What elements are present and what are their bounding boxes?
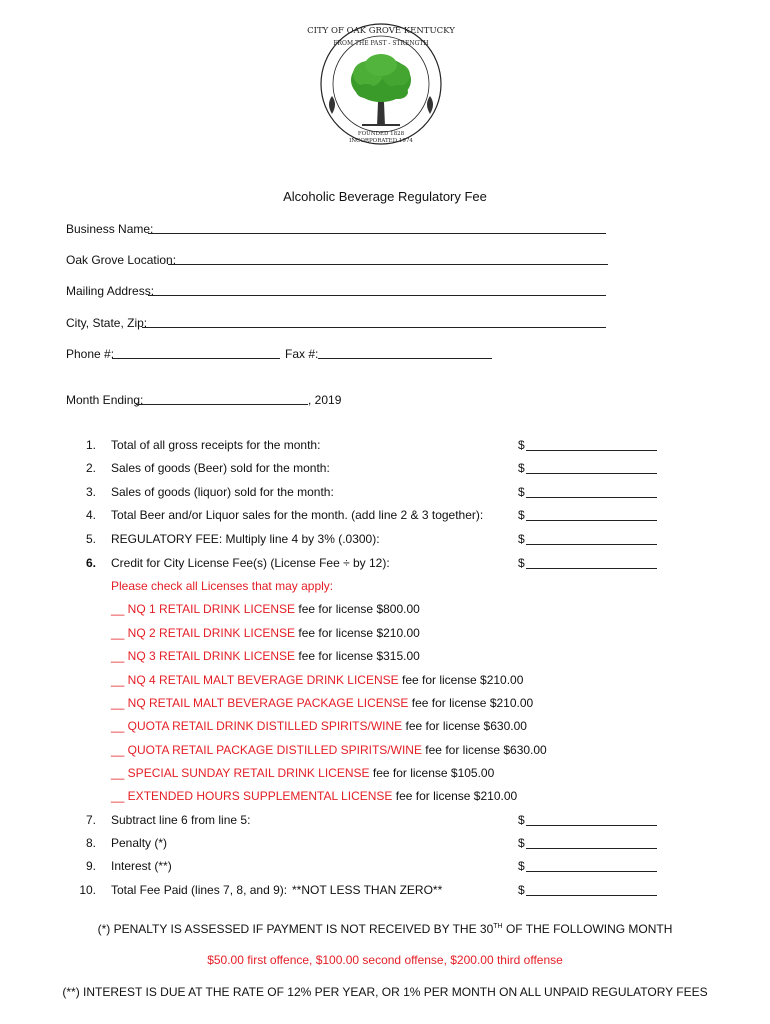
line-5-amount-field[interactable] bbox=[526, 544, 657, 545]
line-9-text: Interest (**) bbox=[111, 859, 172, 873]
dollar-sign: $ bbox=[518, 508, 525, 522]
line-1-amount-field[interactable] bbox=[526, 450, 657, 451]
license-name: __ NQ 2 RETAIL DRINK LICENSE bbox=[111, 626, 296, 640]
license-fee: fee for license $210.00 bbox=[295, 626, 420, 640]
penalty-notice bbox=[0, 922, 770, 936]
line-10-amount-field[interactable] bbox=[526, 895, 657, 896]
license-name: __ NQ 1 RETAIL DRINK LICENSE bbox=[111, 602, 296, 616]
line-7-text: Subtract line 6 from line 5: bbox=[111, 813, 251, 827]
seal-founded-text: FOUNDED 1828 bbox=[357, 131, 405, 137]
dollar-sign: $ bbox=[518, 532, 525, 546]
license-name: __ QUOTA RETAIL DRINK DISTILLED SPIRITS/WINE bbox=[111, 719, 403, 733]
line-4-text: Total Beer and/or Liquor sales for the month. (add line 2 & 3 together): bbox=[111, 508, 484, 522]
license-check-heading: Please check all Licenses that may apply: bbox=[111, 579, 334, 593]
license-name: __ SPECIAL SUNDAY RETAIL DRINK LICENSE bbox=[111, 766, 370, 780]
dollar-sign: $ bbox=[518, 485, 525, 499]
line-9-amount-field[interactable] bbox=[526, 871, 657, 872]
line-2-amount-field[interactable] bbox=[526, 473, 657, 474]
license-option[interactable] bbox=[111, 696, 533, 710]
interest-notice: (**) INTEREST IS DUE AT THE RATE OF 12% PER YEAR, OR 1% PER MONTH ON ALL UNPAID REGULATORY FEES bbox=[62, 985, 708, 999]
dollar-sign: $ bbox=[518, 859, 525, 873]
city-state-zip-field[interactable] bbox=[142, 327, 606, 328]
penalty-notice-sup: TH bbox=[493, 923, 503, 930]
line-7-amount-field[interactable] bbox=[526, 825, 657, 826]
line-1-text: Total of all gross receipts for the month: bbox=[111, 438, 321, 452]
seal-motto-text: FROM THE PAST - STRENGTH bbox=[333, 40, 429, 47]
location-field[interactable] bbox=[168, 264, 608, 265]
line-6-text: Credit for City License Fee(s) (License Fee ÷ by 12): bbox=[111, 556, 390, 570]
license-fee: fee for license $210.00 bbox=[408, 696, 534, 710]
license-option[interactable] bbox=[111, 626, 420, 640]
line-4-amount-field[interactable] bbox=[526, 520, 657, 521]
fax-field[interactable] bbox=[318, 358, 492, 359]
line-number: 5. bbox=[85, 532, 96, 546]
line-number: 1. bbox=[85, 438, 96, 452]
dollar-sign: $ bbox=[518, 883, 525, 897]
license-option[interactable] bbox=[111, 719, 527, 733]
license-fee: fee for license $630.00 bbox=[402, 719, 527, 733]
license-name: __ NQ RETAIL MALT BEVERAGE PACKAGE LICENSE bbox=[111, 696, 409, 710]
line-number: 4. bbox=[85, 508, 96, 522]
fax-label: Fax #: bbox=[285, 347, 319, 361]
month-ending-label: Month Ending: bbox=[66, 393, 144, 407]
penalty-notice-tail: OF THE FOLLOWING MONTH bbox=[502, 922, 673, 936]
not-less-than-zero-note: **NOT LESS THAN ZERO** bbox=[292, 883, 443, 897]
line-2-text: Sales of goods (Beer) sold for the month: bbox=[111, 461, 330, 475]
phone-field[interactable] bbox=[112, 358, 280, 359]
license-name: __ NQ 4 RETAIL MALT BEVERAGE DRINK LICENSE bbox=[111, 673, 399, 687]
license-fee: fee for license $210.00 bbox=[398, 673, 524, 687]
line-number: 6. bbox=[85, 556, 96, 570]
form-title: Alcoholic Beverage Regulatory Fee bbox=[283, 189, 487, 204]
phone-label: Phone #: bbox=[66, 347, 115, 361]
license-name: __ QUOTA RETAIL PACKAGE DISTILLED SPIRITS/WINE bbox=[111, 743, 422, 757]
license-fee: fee for license $630.00 bbox=[421, 743, 547, 757]
line-6-amount-field[interactable] bbox=[526, 568, 657, 569]
offense-fees-note: $50.00 first offence, $100.00 second offense, $200.00 third offense bbox=[207, 953, 563, 967]
license-fee: fee for license $210.00 bbox=[392, 789, 518, 803]
license-option[interactable] bbox=[111, 602, 420, 616]
location-label: Oak Grove Location: bbox=[66, 253, 177, 267]
dollar-sign: $ bbox=[518, 556, 525, 570]
line-3-amount-field[interactable] bbox=[526, 497, 657, 498]
license-name: __ NQ 3 RETAIL DRINK LICENSE bbox=[111, 649, 296, 663]
city-seal-logo bbox=[307, 18, 455, 166]
line-number: 10. bbox=[79, 883, 96, 897]
license-fee: fee for license $315.00 bbox=[295, 649, 420, 663]
month-ending-field[interactable] bbox=[136, 404, 308, 405]
seal-incorporated-text: INCORPORATED 1974 bbox=[349, 138, 413, 144]
dollar-sign: $ bbox=[518, 836, 525, 850]
license-option[interactable] bbox=[111, 789, 517, 803]
license-name: __ EXTENDED HOURS SUPPLEMENTAL LICENSE bbox=[111, 789, 393, 803]
license-fee: fee for license $105.00 bbox=[369, 766, 495, 780]
seal-ring-text: CITY OF OAK GROVE KENTUCKY bbox=[307, 26, 455, 36]
license-option[interactable] bbox=[111, 743, 547, 757]
line-8-amount-field[interactable] bbox=[526, 848, 657, 849]
line-10-text: Total Fee Paid (lines 7, 8, and 9): bbox=[111, 883, 288, 897]
line-number: 9. bbox=[85, 859, 96, 873]
license-option[interactable] bbox=[111, 766, 494, 780]
line-3-text: Sales of goods (liquor) sold for the month: bbox=[111, 485, 334, 499]
line-number: 8. bbox=[85, 836, 96, 850]
line-number: 7. bbox=[85, 813, 96, 827]
line-number: 3. bbox=[85, 485, 96, 499]
line-number: 2. bbox=[85, 461, 96, 475]
mailing-address-label: Mailing Address: bbox=[66, 284, 155, 298]
dollar-sign: $ bbox=[518, 438, 525, 452]
dollar-sign: $ bbox=[518, 461, 525, 475]
license-option[interactable] bbox=[111, 649, 420, 663]
year-suffix: , 2019 bbox=[308, 393, 342, 407]
mailing-address-field[interactable] bbox=[148, 295, 606, 296]
line-8-text: Penalty (*) bbox=[111, 836, 168, 850]
dollar-sign: $ bbox=[518, 813, 525, 827]
business-name-field[interactable] bbox=[148, 233, 606, 234]
penalty-notice-text: (*) PENALTY IS ASSESSED IF PAYMENT IS NOT RECEIVED BY THE 30 bbox=[97, 922, 494, 936]
license-fee: fee for license $800.00 bbox=[295, 602, 420, 616]
business-name-label: Business Name: bbox=[66, 222, 154, 236]
city-state-zip-label: City, State, Zip: bbox=[66, 316, 148, 330]
license-option[interactable] bbox=[111, 673, 523, 687]
line-5-text: REGULATORY FEE: Multiply line 4 by 3% (.0300): bbox=[111, 532, 380, 546]
